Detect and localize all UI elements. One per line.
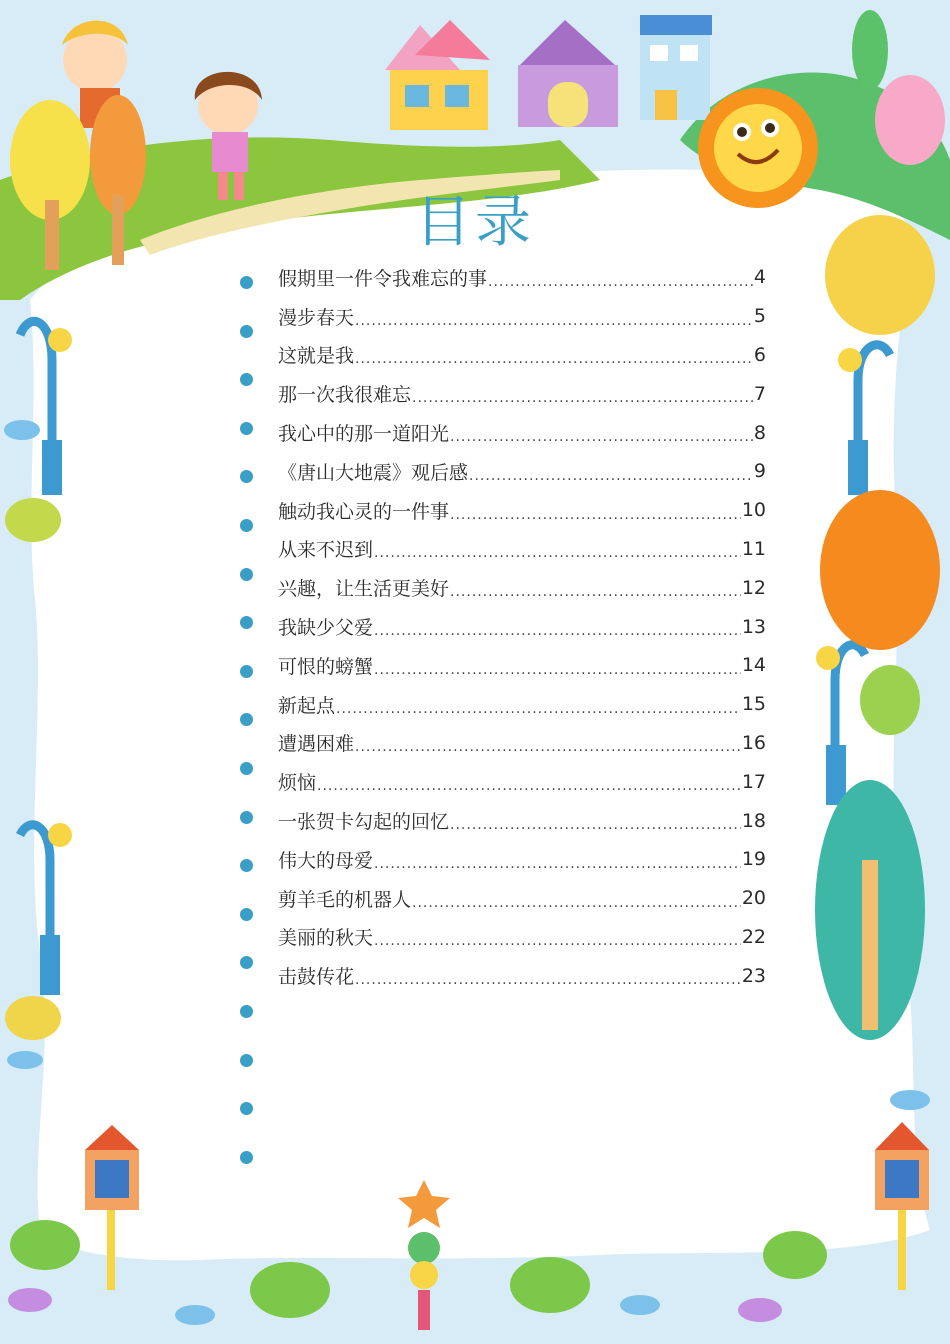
toc-dot-leader <box>374 623 741 646</box>
toc-entry-page: 5 <box>753 305 766 328</box>
stone-3 <box>620 1295 660 1315</box>
toc-entry-page: 18 <box>741 809 766 832</box>
bush-left-2 <box>5 996 61 1040</box>
toc-dot-leader <box>317 778 741 801</box>
toc-entry[interactable] <box>278 336 766 375</box>
toc-entry[interactable] <box>278 491 766 530</box>
toc-entry-title: 美丽的秋天 <box>278 927 374 950</box>
house-right <box>640 15 712 120</box>
toc-entry-title: 我缺少父爱 <box>278 617 374 640</box>
bush-bottom-3 <box>510 1257 590 1313</box>
bullet-dot <box>240 1151 253 1164</box>
toc-entry-title: 兴趣，让生活更美好 <box>278 578 450 601</box>
bullet-dot <box>240 519 253 532</box>
lamp-light <box>48 328 72 352</box>
toc-entry-title: 新起点 <box>278 694 336 717</box>
bush-bottom-1 <box>10 1220 80 1270</box>
toc-entry-title: 假期里一件令我难忘的事 <box>278 267 488 290</box>
toc-dot-leader <box>450 429 753 452</box>
toc-entry[interactable] <box>278 297 766 336</box>
toc-entry-page: 22 <box>741 925 766 948</box>
toc-entry[interactable] <box>278 452 766 491</box>
toc-entry[interactable] <box>278 801 766 840</box>
toc-entry-page: 6 <box>753 343 766 366</box>
stone-7 <box>4 420 40 440</box>
toc-dot-leader <box>355 739 741 762</box>
toc-entry[interactable] <box>278 840 766 879</box>
toc-dot-leader <box>374 545 741 568</box>
toc-entry[interactable] <box>278 762 766 801</box>
toc-entry-title: 那一次我很难忘 <box>278 384 412 407</box>
toc-entry-title: 一张贺卡勾起的回忆 <box>278 811 450 834</box>
toc-dot-leader <box>412 895 741 918</box>
toc-entry-page: 4 <box>753 266 766 289</box>
toc-entry[interactable] <box>278 685 766 724</box>
toc-entry-page: 8 <box>753 421 766 444</box>
bullet-dot <box>240 811 253 824</box>
tree-right-green <box>860 665 920 735</box>
toc-dot-leader <box>412 390 753 413</box>
stone-2 <box>175 1305 215 1325</box>
toc-dot-leader <box>355 313 753 336</box>
bush-bottom-2 <box>250 1262 330 1318</box>
toc-dot-leader <box>450 507 741 530</box>
bullet-dot <box>240 908 253 921</box>
toc-entry-page: 11 <box>741 537 766 560</box>
toc-entry-title: 剪羊毛的机器人 <box>278 888 412 911</box>
toc-dot-leader <box>374 662 741 685</box>
tree-right-orange <box>820 490 940 650</box>
toc-entry[interactable] <box>278 568 766 607</box>
stone-5 <box>890 1090 930 1110</box>
toc-entry[interactable] <box>278 413 766 452</box>
toc-entry[interactable] <box>278 879 766 918</box>
bullet-dot <box>240 762 253 775</box>
bush-left-1 <box>5 498 61 542</box>
bush-bottom-4 <box>763 1231 827 1279</box>
bullet-dot <box>240 1005 253 1018</box>
toc-entry-page: 17 <box>741 770 766 793</box>
bullet-dot <box>240 1054 253 1067</box>
toc-entry-page: 7 <box>753 382 766 405</box>
toc-dot-leader <box>374 856 741 879</box>
bullet-dot <box>240 665 253 678</box>
bullet-dot <box>240 568 253 581</box>
bullet-dot <box>240 325 253 338</box>
toc-entry-title: 漫步春天 <box>278 306 355 329</box>
toc-dot-leader <box>450 817 741 840</box>
toc-entry-page: 23 <box>741 964 766 987</box>
table-of-contents <box>278 258 766 995</box>
page-title: 目录 <box>415 190 535 255</box>
toc-entry[interactable] <box>278 607 766 646</box>
stone-4 <box>738 1298 782 1322</box>
toc-dot-leader <box>374 933 741 956</box>
toc-entry-page: 16 <box>741 731 766 754</box>
toc-entry[interactable] <box>278 258 766 297</box>
toc-dot-leader <box>355 351 753 374</box>
bullet-dot <box>240 276 253 289</box>
toc-entry-title: 伟大的母爱 <box>278 849 374 872</box>
toc-entry[interactable] <box>278 724 766 763</box>
stone-1 <box>8 1288 52 1312</box>
toc-entry[interactable] <box>278 530 766 569</box>
toc-entry[interactable] <box>278 374 766 413</box>
toc-dot-leader <box>488 274 753 297</box>
toc-entry-title: 这就是我 <box>278 345 355 368</box>
toc-entry-page: 13 <box>741 615 766 638</box>
toc-entry-title: 烦恼 <box>278 772 317 795</box>
toc-entry-title: 我心中的那一道阳光 <box>278 423 450 446</box>
toc-entry-page: 12 <box>741 576 766 599</box>
toc-dot-leader <box>336 701 741 724</box>
toc-entry-title: 可恨的螃蟹 <box>278 655 374 678</box>
stone-6 <box>7 1051 43 1069</box>
toc-entry-page: 9 <box>753 460 766 483</box>
toc-dot-leader <box>355 972 741 995</box>
toc-entry-title: 击鼓传花 <box>278 966 355 989</box>
toc-entry-page: 14 <box>741 654 766 677</box>
toc-entry-page: 10 <box>741 499 766 522</box>
toc-entry-page: 20 <box>741 887 766 910</box>
bullet-dot <box>240 422 253 435</box>
toc-entry-title: 从来不迟到 <box>278 539 374 562</box>
toc-entry[interactable] <box>278 956 766 995</box>
toc-entry[interactable] <box>278 646 766 685</box>
toc-entry-title: 《唐山大地震》观后感 <box>278 461 469 484</box>
toc-dot-leader <box>450 584 741 607</box>
toc-entry-page: 15 <box>741 693 766 716</box>
toc-entry[interactable] <box>278 918 766 957</box>
toc-entry-title: 触动我心灵的一件事 <box>278 500 450 523</box>
toc-dot-leader <box>469 468 753 491</box>
toc-entry-title: 遭遇困难 <box>278 733 355 756</box>
toc-entry-page: 19 <box>741 848 766 871</box>
